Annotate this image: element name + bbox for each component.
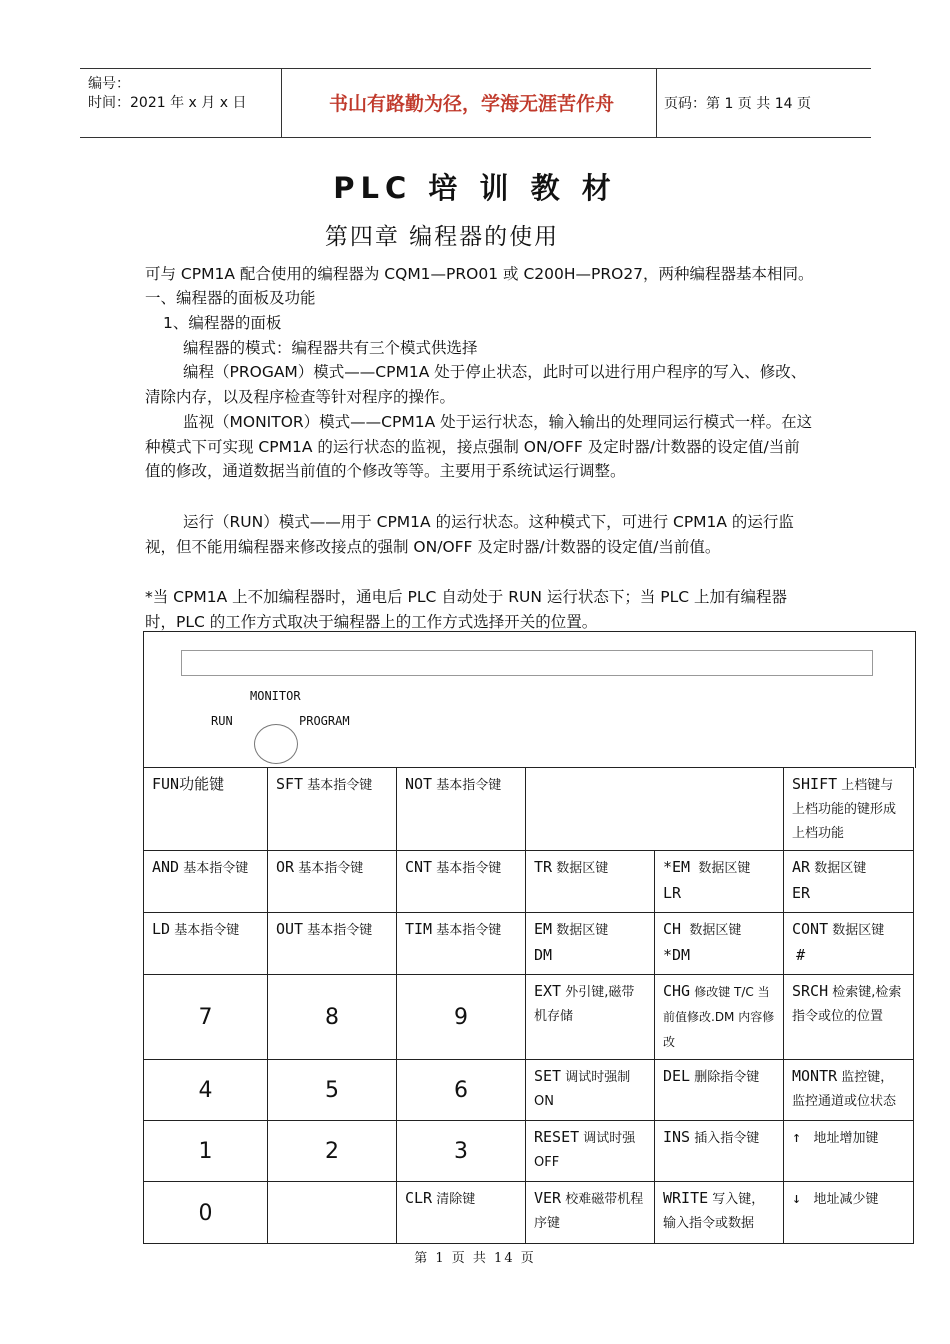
key-3: 3: [397, 1121, 526, 1182]
key-label: OR: [276, 858, 295, 876]
section-heading: 一、编程器的面板及功能: [145, 289, 316, 307]
header-meta: [88, 75, 246, 113]
mode-monitor-label: MONITOR: [250, 689, 301, 703]
key-desc: 基本指令键: [436, 923, 502, 938]
key-del: [655, 1060, 784, 1121]
header-divider: [281, 69, 282, 137]
key-srch: [784, 975, 914, 1060]
key-7: 7: [144, 975, 268, 1060]
key-desc: 数据区键: [556, 923, 609, 938]
key-desc: 基本指令键: [174, 923, 240, 938]
key-desc: 地址增加键: [813, 1131, 879, 1146]
key-label: TR: [534, 858, 553, 876]
key-8: 8: [268, 975, 397, 1060]
page-footer: 第 1 页 共 14 页: [414, 1251, 536, 1266]
key-em-dm: [526, 913, 655, 975]
key-ext: [526, 975, 655, 1060]
key-desc: 基本指令键: [436, 778, 502, 793]
key-ld: [144, 913, 268, 975]
keypad-table: [143, 767, 914, 1244]
key-desc: 修改键 T/C 当前值修改.DM 内容修改: [663, 985, 775, 1049]
key-shift: [784, 768, 914, 851]
key-ins: [655, 1121, 784, 1182]
key-fun: [144, 768, 268, 851]
key-or: [268, 851, 397, 913]
time-label: 时间：2021 年 x 月 x 日: [88, 95, 247, 111]
header-divider: [656, 69, 657, 137]
key-desc: 调试时强 OFF: [534, 1131, 636, 1170]
key-label: EXT: [534, 982, 562, 1000]
key-shift-label: #: [796, 946, 806, 964]
key-desc: 功能键: [179, 775, 225, 793]
key-label: SHIFT: [792, 775, 838, 793]
mode-selector-knob: [254, 724, 298, 764]
number-label: 编号：: [88, 76, 130, 92]
key-4: 4: [144, 1060, 268, 1121]
key-label: SRCH: [792, 982, 829, 1000]
key-desc: 写入键，输入指令或数据: [663, 1192, 765, 1231]
key-set: [526, 1060, 655, 1121]
key-1: 1: [144, 1121, 268, 1182]
key-desc: 基本指令键: [183, 861, 249, 876]
note-paragraph: *当 CPM1A 上不加编程器时，通电后 PLC 自动处于 RUN 运行状态下；当 PLC 上加有编程器时，PLC 的工作方式取决于编程器上的工作方式选择开关的位置。: [145, 588, 787, 631]
key-label: SFT: [276, 775, 304, 793]
key-0: 0: [144, 1182, 268, 1244]
key-label: SET: [534, 1067, 562, 1085]
key-desc: 检索键,检索指令或位的位置: [792, 985, 902, 1024]
key-desc: 数据区键: [556, 861, 609, 876]
header-motto: 书山有路勤为径，学海无涯苦作舟: [328, 93, 614, 115]
document-header: [80, 68, 871, 138]
key-out: [268, 913, 397, 975]
mode-program-label: PROGRAM: [299, 714, 350, 728]
key-desc: 数据区键: [689, 923, 742, 938]
mode-run-label: RUN: [211, 714, 233, 728]
key-and: [144, 851, 268, 913]
key-montr: [784, 1060, 914, 1121]
key-label: RESET: [534, 1128, 580, 1146]
key-label: *EM: [663, 858, 691, 876]
paragraph: 运行（RUN）模式——用于 CPM1A 的运行状态。这种模式下，可进行 CPM1A 的运行监视，但不能用编程器来修改接点的强制 ON/OFF 及定时器/计数器的设定值/当前值。: [145, 513, 794, 556]
key-ch-dm: [655, 913, 784, 975]
key-label: MONTR: [792, 1067, 838, 1085]
key-9: 9: [397, 975, 526, 1060]
key-label: CLR: [405, 1189, 433, 1207]
key-write: [655, 1182, 784, 1244]
key-desc: 数据区键: [698, 861, 751, 876]
key-down: [784, 1182, 914, 1244]
key-reset: [526, 1121, 655, 1182]
key-desc: 上档键与上档功能的键形成上档功能: [792, 778, 897, 841]
key-desc: 基本指令键: [298, 861, 364, 876]
key-label: DEL: [663, 1067, 691, 1085]
subsection-heading: 1、编程器的面板: [163, 314, 282, 332]
key-label: NOT: [405, 775, 433, 793]
key-chg: [655, 975, 784, 1060]
key-desc: 数据区键: [832, 923, 885, 938]
paragraph: 编程（PROGAM）模式——CPM1A 处于停止状态，此时可以进行用户程序的写入、修改、清除内存，以及程序检查等针对程序的操作。: [145, 363, 807, 406]
chapter-title: 第四章 编程器的使用: [324, 224, 560, 250]
key-desc: 数据区键: [814, 861, 867, 876]
key-desc: 基本指令键: [307, 778, 373, 793]
arrow-up-icon: ↑: [792, 1128, 802, 1146]
key-tim: [397, 913, 526, 975]
key-sft: [268, 768, 397, 851]
key-2: 2: [268, 1121, 397, 1182]
programmer-panel: [143, 631, 916, 768]
lcd-display: [181, 650, 873, 676]
key-label: LD: [152, 920, 171, 938]
key-label: CH: [663, 920, 682, 938]
key-desc: 调试时强制 ON: [534, 1070, 631, 1109]
key-cnt: [397, 851, 526, 913]
key-label: EM: [534, 920, 553, 938]
key-5: 5: [268, 1060, 397, 1121]
key-label: OUT: [276, 920, 304, 938]
key-label: CNT: [405, 858, 433, 876]
key-label: INS: [663, 1128, 691, 1146]
key-label: VER: [534, 1189, 562, 1207]
key-desc: 清除键: [436, 1192, 476, 1207]
key-desc: 外引键,磁带机存储: [534, 985, 635, 1024]
key-shift-label: DM: [534, 946, 553, 964]
key-desc: 插入指令键: [694, 1131, 760, 1146]
key-clr: [397, 1182, 526, 1244]
header-page-info: 页码：第 1 页 共 14 页: [664, 96, 811, 112]
key-desc: 地址减少键: [813, 1192, 879, 1207]
key-desc: 基本指令键: [436, 861, 502, 876]
key-em-lr: [655, 851, 784, 913]
paragraph: 编程器的模式：编程器共有三个模式供选择: [183, 339, 478, 357]
key-desc: 监控键，监控通道或位状态: [792, 1070, 897, 1109]
key-label: TIM: [405, 920, 433, 938]
key-not: [397, 768, 526, 851]
key-blank: [268, 1182, 397, 1244]
key-label: AR: [792, 858, 811, 876]
key-desc: 删除指令键: [694, 1070, 760, 1085]
key-6: 6: [397, 1060, 526, 1121]
document-title: PLC 培 训 教 材: [333, 171, 617, 205]
key-tr: [526, 851, 655, 913]
arrow-down-icon: ↓: [792, 1189, 802, 1207]
paragraph: 监视（MONITOR）模式——CPM1A 处于运行状态，输入输出的处理同运行模式一样。在这种模式下可实现 CPM1A 的运行状态的监视，接点强制 ON/OFF 及定时器/计数器的设定值/当前值的修改，通道数据当前值的个修改等等。主要用于系统试运行调整。: [145, 413, 813, 480]
key-ar-er: [784, 851, 914, 913]
paragraph: 可与 CPM1A 配合使用的编程器为 CQM1—PRO01 或 C200H—PRO27，两种编程器基本相同。: [145, 265, 814, 283]
key-label: AND: [152, 858, 180, 876]
key-desc: 基本指令键: [307, 923, 373, 938]
key-label: CONT: [792, 920, 829, 938]
key-ver: [526, 1182, 655, 1244]
key-shift-label: ER: [792, 884, 811, 902]
key-shift-label: LR: [663, 884, 682, 902]
key-blank: [526, 768, 784, 851]
key-shift-label: *DM: [663, 946, 691, 964]
key-up: [784, 1121, 914, 1182]
key-label: CHG: [663, 982, 691, 1000]
key-label: FUN: [152, 775, 180, 793]
key-desc: 校难磁带机程序键: [534, 1192, 644, 1231]
key-cont: [784, 913, 914, 975]
key-label: WRITE: [663, 1189, 709, 1207]
